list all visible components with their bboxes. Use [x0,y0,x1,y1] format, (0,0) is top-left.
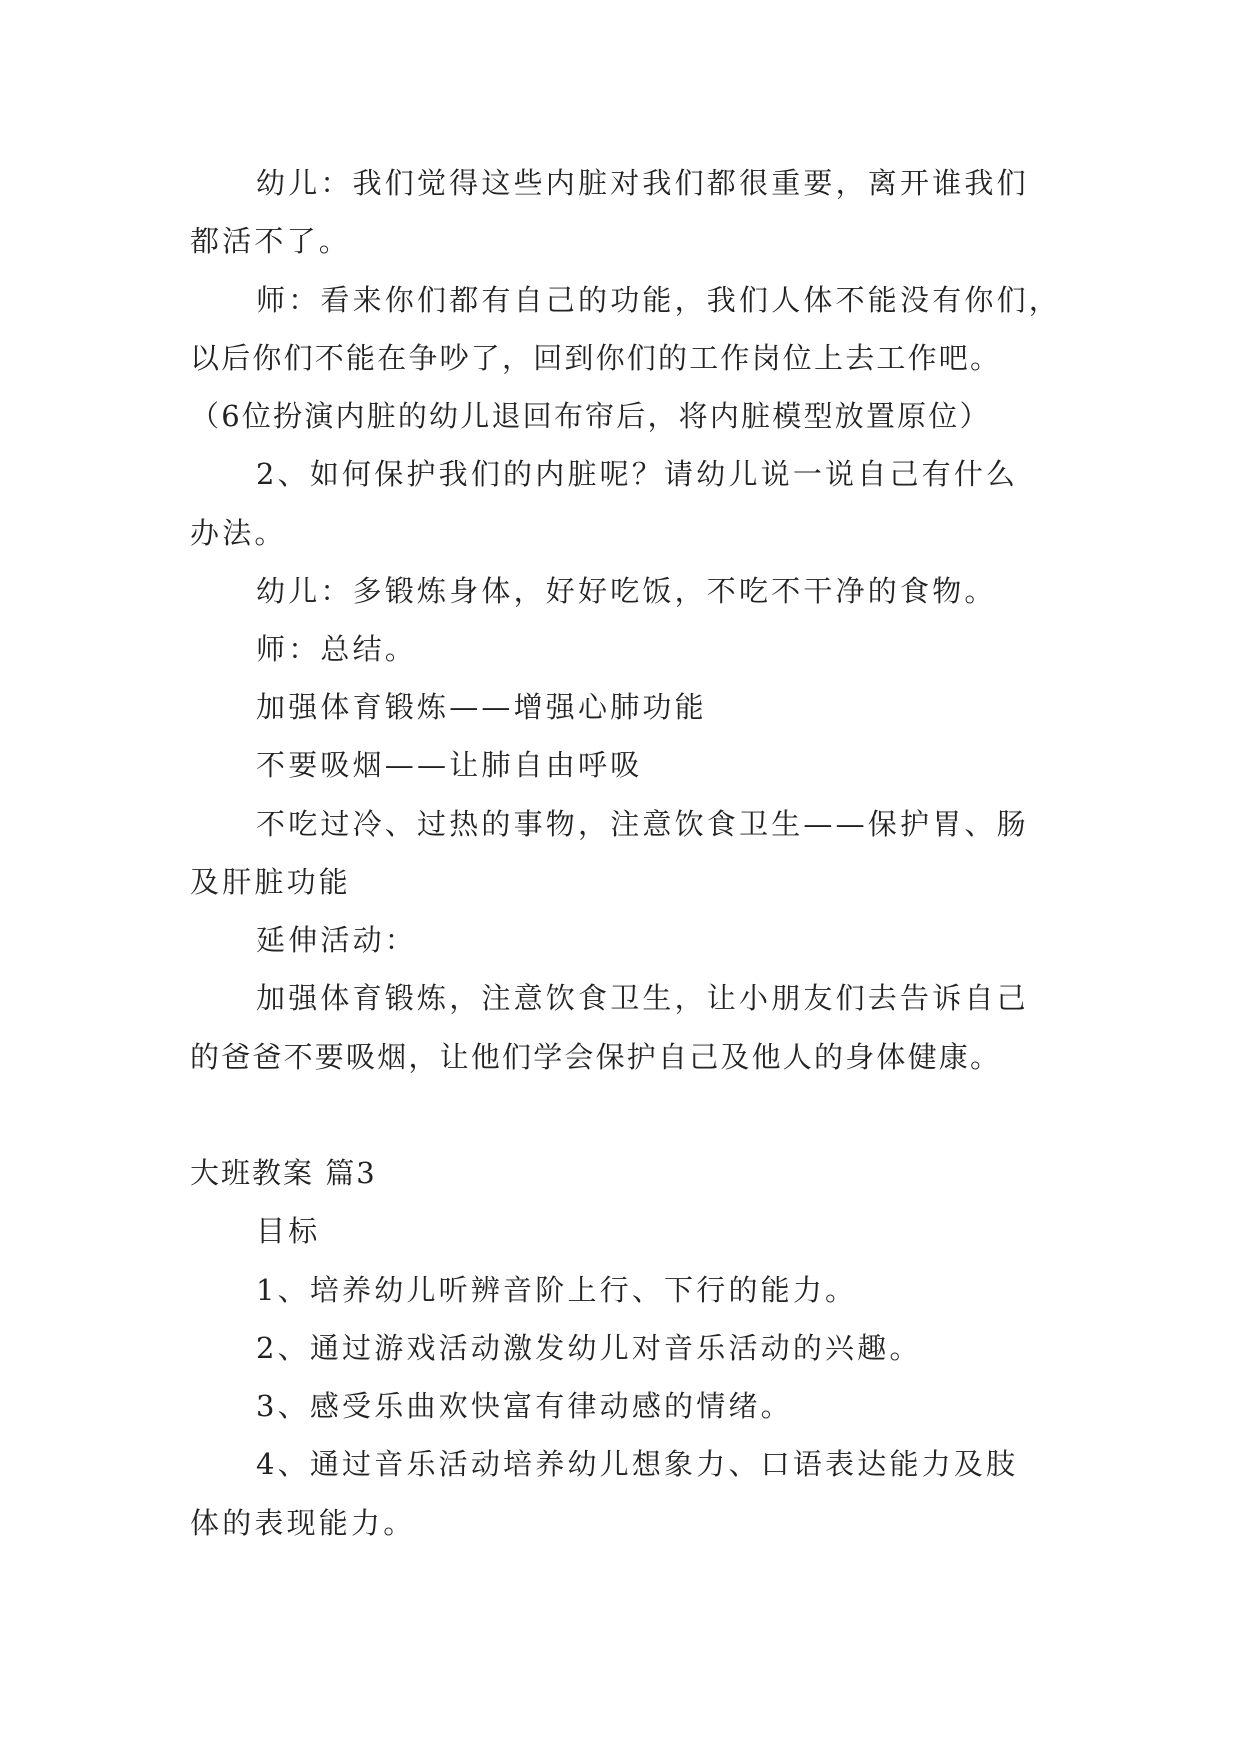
list-item: 2、通过游戏活动激发幼儿对音乐活动的兴趣。 [256,1331,922,1365]
section-heading: 大班教案 篇3 [190,1156,377,1190]
paragraph-line: 目标 [256,1214,321,1248]
list-item: 3、感受乐曲欢快富有律动感的情绪。 [256,1389,793,1423]
paragraph-line: 加强体育锻炼——增强心肺功能 [256,690,707,724]
paragraph-line: 的爸爸不要吸烟，让他们学会保护自己及他人的身体健康。 [190,1040,1002,1074]
paragraph-line: 不要吸烟——让肺自由呼吸 [256,748,643,782]
paragraph-line: 办法。 [190,516,287,550]
paragraph-line: 不吃过冷、过热的事物，注意饮食卫生——保护胃、肠 [256,807,1029,841]
paragraph-line: 幼儿：我们觉得这些内脏对我们都很重要，离开谁我们 [256,166,1029,200]
paragraph-line: 加强体育锻炼，注意饮食卫生，让小朋友们去告诉自己 [256,981,1029,1015]
list-item: 4、通过音乐活动培养幼儿想象力、口语表达能力及肢 [256,1447,1019,1481]
paragraph-line: 及肝脏功能 [190,865,352,899]
paragraph-line: 幼儿：多锻炼身体，好好吃饭，不吃不干净的食物。 [256,574,997,608]
list-item: 1、培养幼儿听辨音阶上行、下行的能力。 [256,1273,858,1307]
paragraph-line: 师：看来你们都有自己的功能，我们人体不能没有你们， [256,283,1062,317]
paragraph-line: 延伸活动： [256,923,418,957]
paragraph-line: 以后你们不能在争吵了，回到你们的工作岗位上去工作吧。 [190,341,1002,375]
paragraph-line: 体的表现能力。 [190,1506,416,1540]
paragraph-line: 师：总结。 [256,632,418,666]
paragraph-line: （6位扮演内脏的幼儿退回布帘后，将内脏模型放置原位） [190,399,991,433]
paragraph-line: 2、如何保护我们的内脏呢？请幼儿说一说自己有什么 [256,457,1019,491]
paragraph-line: 都活不了。 [190,224,352,258]
